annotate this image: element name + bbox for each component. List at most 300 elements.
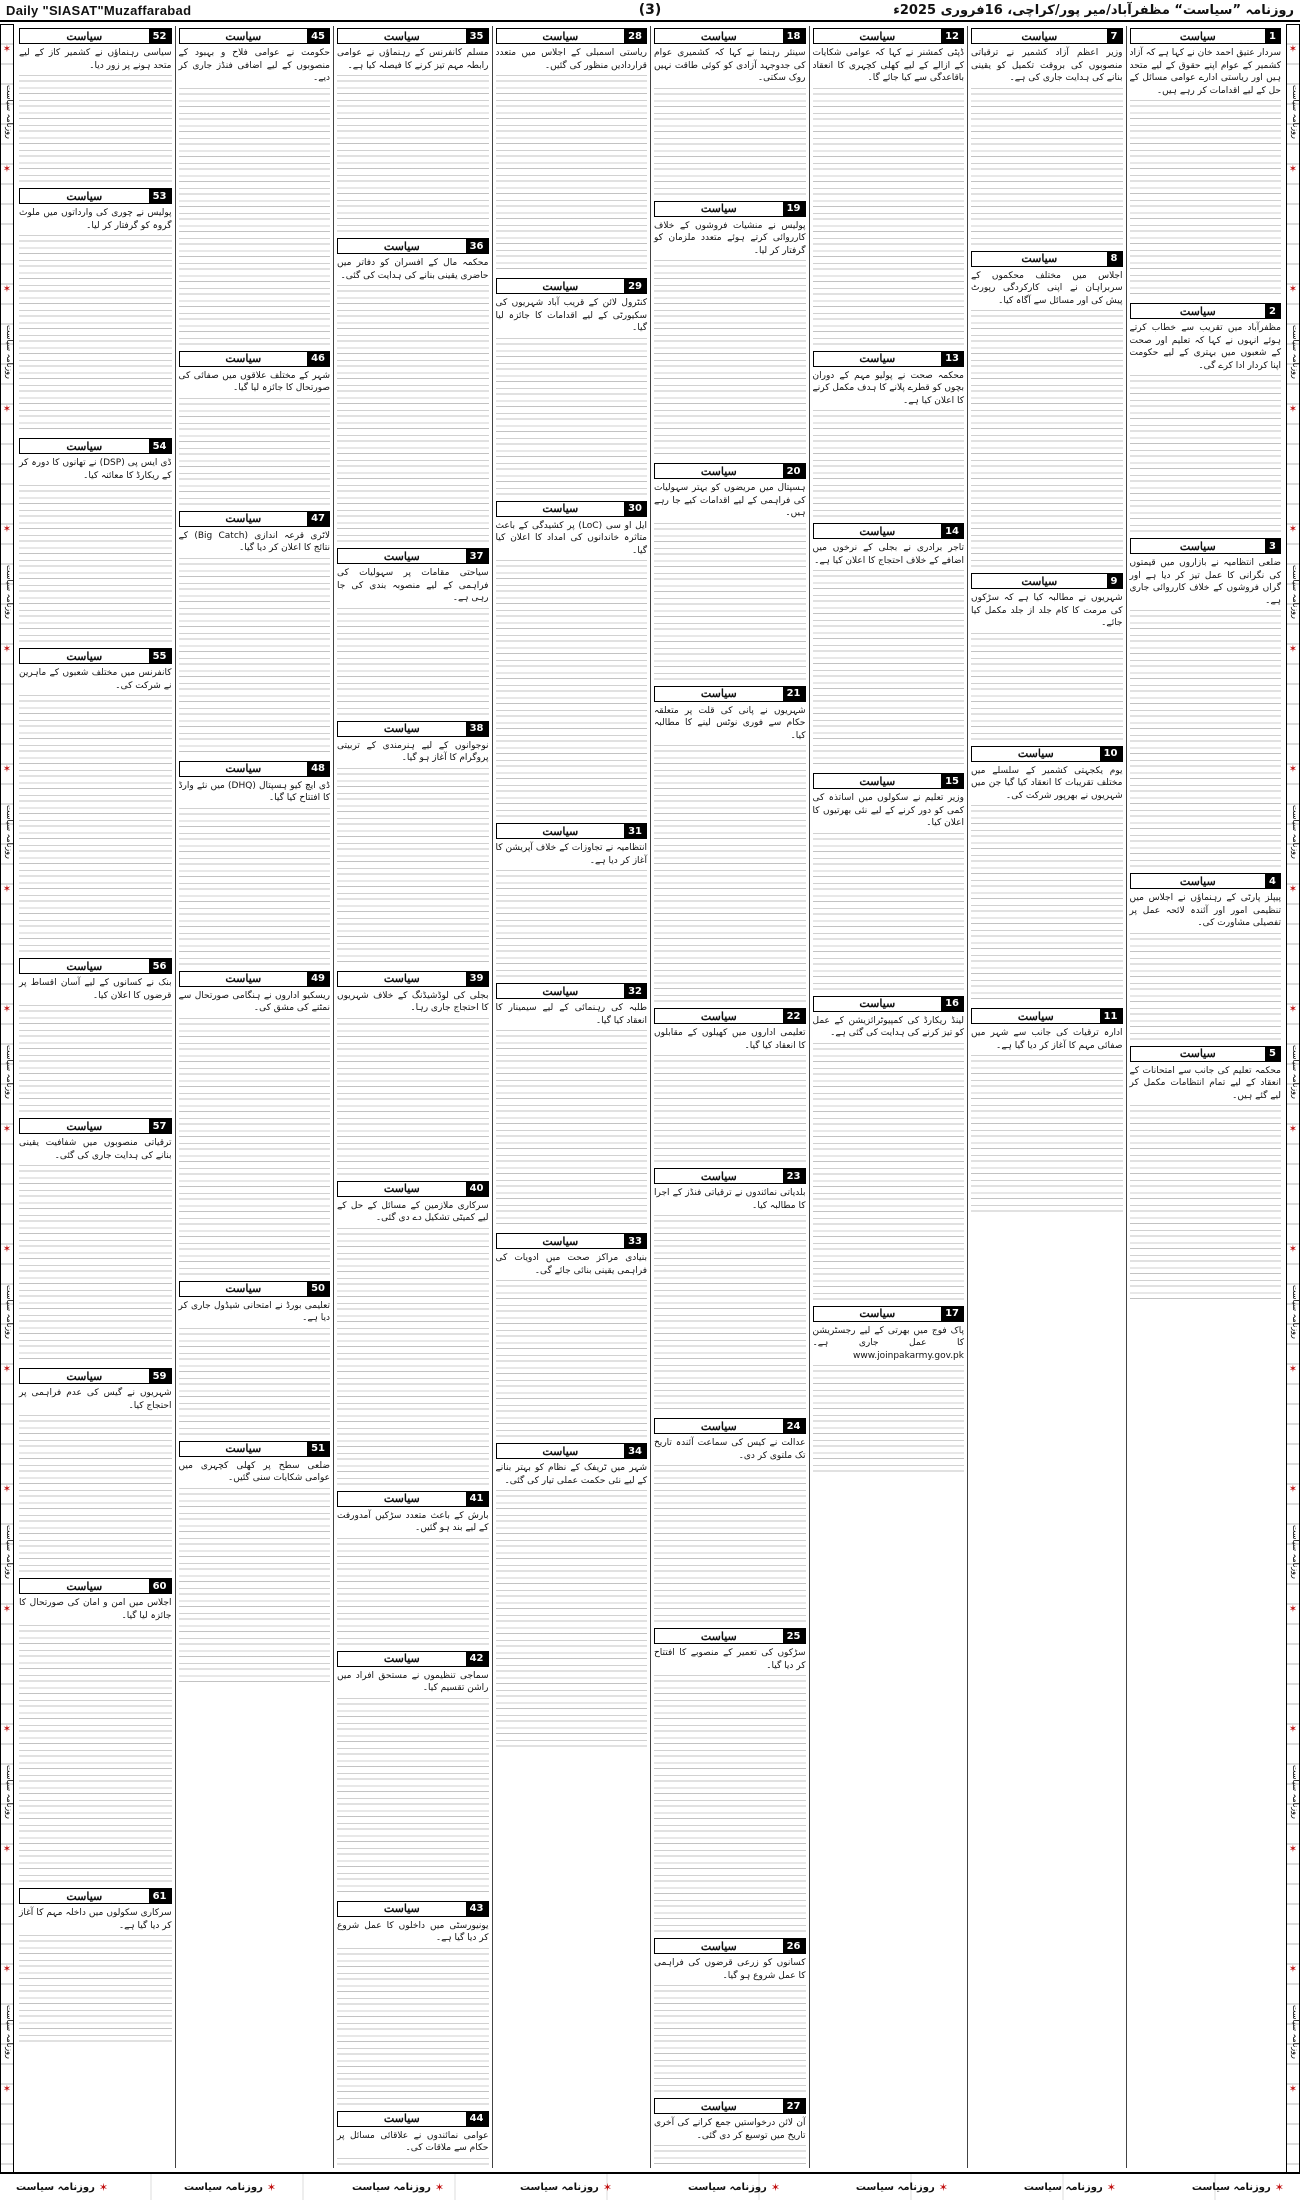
news-column bbox=[650, 26, 809, 2168]
story-header bbox=[654, 686, 806, 702]
story-body-lines bbox=[337, 605, 489, 715]
news-story bbox=[1130, 303, 1282, 532]
story-brand-label: سیاست bbox=[383, 29, 420, 43]
news-story bbox=[654, 28, 806, 195]
story-header bbox=[971, 573, 1123, 589]
ornament-star-icon: ✶ bbox=[1288, 1844, 1298, 1855]
story-text: بجلی کی لوڈشیڈنگ کے خلاف شہریوں کا احتجاج جاری رہا۔ bbox=[337, 990, 489, 1013]
story-body-lines bbox=[654, 1982, 806, 2092]
story-brand-label: سیاست bbox=[383, 1652, 420, 1665]
story-text: شہریوں نے گیس کی عدم فراہمی پر احتجاج کیا۔ bbox=[19, 1388, 172, 1411]
news-story bbox=[971, 251, 1123, 568]
story-number-badge: 25 bbox=[783, 1629, 805, 1643]
story-brand-label: سیاست bbox=[1179, 29, 1216, 43]
story-number-badge: 23 bbox=[783, 1169, 805, 1183]
story-brand-label: سیاست bbox=[542, 29, 579, 43]
story-text: مسلم کانفرنس کے رہنماؤں نے عوامی رابطہ مہم تیز کرنے کا فیصلہ کیا ہے۔ bbox=[337, 48, 489, 71]
story-body-lines bbox=[813, 567, 965, 767]
story-brand-label: سیاست bbox=[700, 202, 737, 215]
side-label: روزنامہ سیاست bbox=[5, 1285, 14, 1339]
footer-cell bbox=[16, 2181, 108, 2194]
ornament-star-icon: ✶ bbox=[2, 644, 12, 655]
news-story bbox=[179, 1281, 331, 1435]
news-story bbox=[654, 686, 806, 1003]
ornament-star-icon: ✶ bbox=[2, 1364, 12, 1375]
story-header bbox=[19, 1118, 172, 1134]
story-body-lines bbox=[19, 1622, 172, 1882]
ornament-star-icon: ✶ bbox=[266, 2180, 277, 2194]
story-brand-label: سیاست bbox=[859, 352, 896, 365]
story-body-lines bbox=[971, 1052, 1123, 1212]
story-text: بلدیاتی نمائندوں نے ترقیاتی فنڈز کے اجرا کا مطالبہ کیا۔ bbox=[654, 1188, 806, 1211]
footer-cell bbox=[352, 2181, 444, 2194]
story-header bbox=[654, 2098, 806, 2114]
story-brand-label: سیاست bbox=[66, 189, 103, 203]
ornament-star-icon: ✶ bbox=[2, 44, 12, 55]
side-label: روزنامہ سیاست bbox=[1291, 325, 1300, 379]
story-brand-label: سیاست bbox=[66, 439, 103, 453]
side-label: روزنامہ سیاست bbox=[1291, 1525, 1300, 1579]
story-text: اجلاس میں مختلف محکموں کے سربراہان نے اپنی کارکردگی رپورٹ پیش کی اور مسائل سے آگاہ کیا۔ bbox=[971, 270, 1123, 306]
news-story bbox=[179, 761, 331, 965]
story-brand-label: سیاست bbox=[1179, 539, 1216, 553]
ornament-star-icon: ✶ bbox=[2, 884, 12, 895]
story-brand-label: سیاست bbox=[700, 29, 737, 43]
ornament-star-icon: ✶ bbox=[2, 1604, 12, 1615]
story-brand-label: سیاست bbox=[66, 1579, 103, 1593]
story-brand-label: سیاست bbox=[225, 762, 262, 775]
news-story bbox=[496, 501, 648, 818]
story-body-lines bbox=[971, 85, 1123, 245]
story-text: پولیس نے چوری کی وارداتوں میں ملوث گروہ کو گرفتار کر لیا۔ bbox=[19, 208, 172, 231]
footer-cell bbox=[688, 2181, 780, 2194]
story-text: سڑکوں کی تعمیر کے منصوبے کا افتتاح کر دیا گیا۔ bbox=[654, 1648, 806, 1671]
ornament-star-icon: ✶ bbox=[1274, 2180, 1284, 2194]
news-story bbox=[179, 1441, 331, 1685]
news-story bbox=[337, 971, 489, 1175]
story-number-badge: 21 bbox=[783, 687, 805, 701]
news-story bbox=[19, 28, 172, 182]
story-text: لینڈ ریکارڈ کی کمپیوٹرائزیشن کے عمل کو تیز کرنے کی ہدایت کی گئی ہے۔ bbox=[812, 1015, 964, 1038]
story-body-lines bbox=[654, 1672, 806, 1932]
story-brand-label: سیاست bbox=[383, 722, 420, 735]
news-story bbox=[654, 463, 806, 680]
story-number-badge: 54 bbox=[149, 439, 171, 453]
story-header bbox=[496, 278, 648, 294]
story-body-lines bbox=[654, 520, 806, 680]
ornament-star-icon: ✶ bbox=[938, 2180, 949, 2194]
story-header bbox=[1130, 1046, 1282, 1062]
side-label: روزنامہ سیاست bbox=[1291, 85, 1300, 139]
ornament-star-icon: ✶ bbox=[2, 1844, 12, 1855]
story-text: اجلاس میں امن و امان کی صورتحال کا جائزہ لیا گیا۔ bbox=[19, 1598, 172, 1621]
ornament-star-icon: ✶ bbox=[1288, 284, 1298, 295]
story-body-lines bbox=[496, 1027, 648, 1227]
ornament-star-icon: ✶ bbox=[98, 2180, 109, 2194]
ornament-star-icon: ✶ bbox=[1288, 764, 1298, 775]
story-header bbox=[971, 1008, 1123, 1024]
ornament-star-icon: ✶ bbox=[1288, 44, 1298, 55]
story-number-badge: 55 bbox=[149, 649, 171, 663]
story-number-badge: 27 bbox=[783, 2099, 805, 2113]
story-text: کسانوں کو زرعی قرضوں کی فراہمی کا عمل شروع ہو گیا۔ bbox=[654, 1958, 806, 1981]
ornament-star-icon: ✶ bbox=[1288, 1244, 1298, 1255]
story-number-badge: 29 bbox=[624, 279, 646, 293]
story-header bbox=[337, 2111, 489, 2127]
story-body-lines bbox=[496, 1487, 648, 1747]
news-story bbox=[813, 351, 965, 518]
story-brand-label: سیاست bbox=[225, 1282, 262, 1295]
story-brand-label: سیاست bbox=[700, 1939, 737, 1953]
news-story bbox=[813, 996, 965, 1300]
story-number-badge: 43 bbox=[466, 1902, 488, 1916]
news-story bbox=[654, 1628, 806, 1932]
news-story bbox=[654, 2098, 806, 2168]
footer-label: روزنامہ سیاست bbox=[855, 2181, 935, 2193]
story-brand-label: سیاست bbox=[1017, 1009, 1054, 1023]
side-label: روزنامہ سیاست bbox=[1291, 805, 1300, 859]
story-header bbox=[19, 1578, 172, 1594]
story-header bbox=[19, 1368, 172, 1384]
news-story bbox=[19, 648, 172, 952]
story-header bbox=[1130, 28, 1282, 44]
story-number-badge: 2 bbox=[1265, 304, 1280, 318]
story-text: تاجر برادری نے بجلی کے نرخوں میں اضافے کے خلاف احتجاج کا اعلان کیا ہے۔ bbox=[812, 543, 964, 566]
story-header bbox=[496, 501, 648, 517]
story-text: سرکاری ملازمین کے مسائل کے حل کے لیے کمیٹی تشکیل دے دی گئی۔ bbox=[337, 1200, 489, 1223]
story-brand-label: سیاست bbox=[225, 352, 262, 365]
news-story bbox=[19, 958, 172, 1112]
story-number-badge: 53 bbox=[149, 189, 171, 203]
story-header bbox=[337, 1491, 489, 1507]
side-label: روزنامہ سیاست bbox=[5, 2005, 14, 2059]
story-text: محکمہ مال کے افسران کو دفاتر میں حاضری یقینی بنانے کی ہدایت کی گئی۔ bbox=[337, 258, 489, 281]
news-story bbox=[337, 238, 489, 542]
story-header bbox=[19, 1888, 172, 1904]
story-header bbox=[654, 201, 806, 217]
story-brand-label: سیاست bbox=[383, 1902, 420, 1915]
story-number-badge: 48 bbox=[307, 762, 329, 776]
news-column bbox=[967, 26, 1126, 2168]
story-brand-label: سیاست bbox=[1021, 252, 1058, 265]
story-brand-label: سیاست bbox=[383, 1492, 420, 1505]
story-body-lines bbox=[19, 692, 172, 952]
story-brand-label: سیاست bbox=[66, 959, 103, 973]
story-body-lines bbox=[496, 557, 648, 817]
story-number-badge: 13 bbox=[941, 352, 963, 366]
story-text: مظفرآباد میں تقریب سے خطاب کرتے ہوئے انہوں نے کہا کہ تعلیم اور صحت کے شعبوں میں بہتری کے لیے حکومت اپنا کردار ادا کرے گی۔ bbox=[1129, 323, 1281, 371]
story-text: سیاحتی مقامات پر سہولیات کی فراہمی کے لیے منصوبہ بندی کی جا رہی ہے۔ bbox=[337, 568, 489, 603]
side-label: روزنامہ سیاست bbox=[5, 325, 14, 379]
story-body-lines bbox=[179, 85, 331, 345]
ornament-star-icon: ✶ bbox=[2, 284, 12, 295]
story-body-lines bbox=[654, 85, 806, 195]
story-header bbox=[179, 511, 331, 527]
news-story bbox=[337, 2111, 489, 2169]
news-story bbox=[179, 351, 331, 505]
story-number-badge: 17 bbox=[941, 1307, 963, 1321]
footer-label: روزنامہ سیاست bbox=[1023, 2181, 1103, 2193]
news-story bbox=[19, 1888, 172, 2042]
story-number-badge: 42 bbox=[466, 1652, 488, 1666]
news-story bbox=[654, 1008, 806, 1162]
news-column bbox=[809, 26, 968, 2168]
story-header bbox=[496, 983, 648, 999]
story-brand-label: سیاست bbox=[1179, 304, 1216, 318]
story-text: پیپلز پارٹی کے رہنماؤں نے اجلاس میں تنظیمی امور اور آئندہ لائحہ عمل پر تفصیلی مشاورت کی۔ bbox=[1129, 893, 1281, 928]
story-body-lines bbox=[654, 1212, 806, 1412]
story-text: شہر میں ٹریفک کے نظام کو بہتر بنانے کے لیے نئی حکمت عملی تیار کی گئی۔ bbox=[495, 1463, 647, 1486]
story-header bbox=[337, 1181, 489, 1197]
news-story bbox=[496, 1233, 648, 1437]
ornament-star-icon: ✶ bbox=[2, 1724, 12, 1735]
ornament-star-icon: ✶ bbox=[602, 2180, 613, 2194]
story-header bbox=[19, 188, 172, 204]
story-number-badge: 3 bbox=[1265, 539, 1280, 553]
story-number-badge: 59 bbox=[149, 1369, 171, 1383]
story-brand-label: سیاست bbox=[700, 1419, 737, 1433]
story-header bbox=[19, 648, 172, 664]
story-number-badge: 24 bbox=[783, 1419, 805, 1433]
news-story bbox=[654, 1418, 806, 1622]
story-body-lines bbox=[337, 2155, 489, 2169]
story-number-badge: 9 bbox=[1107, 574, 1122, 588]
news-story bbox=[1130, 1046, 1282, 1303]
story-number-badge: 32 bbox=[624, 984, 646, 998]
story-text: تعلیمی بورڈ نے امتحانی شیڈول جاری کر دیا ہے۔ bbox=[178, 1300, 330, 1323]
story-brand-label: سیاست bbox=[700, 1169, 737, 1183]
story-body-lines bbox=[971, 802, 1123, 1002]
story-number-badge: 11 bbox=[1100, 1009, 1122, 1023]
news-column bbox=[1126, 26, 1285, 2168]
story-header bbox=[179, 351, 331, 367]
story-header bbox=[1130, 538, 1282, 554]
story-number-badge: 36 bbox=[466, 239, 488, 253]
story-number-badge: 45 bbox=[307, 29, 329, 43]
news-story bbox=[179, 971, 331, 1275]
story-text: ترقیاتی منصوبوں میں شفافیت یقینی بنانے کی ہدایت جاری کی گئی۔ bbox=[19, 1138, 172, 1161]
story-header bbox=[179, 1441, 331, 1457]
story-body-lines bbox=[1130, 372, 1282, 532]
story-header bbox=[19, 438, 172, 454]
news-story bbox=[971, 28, 1123, 245]
side-label: روزنامہ سیاست bbox=[1291, 1045, 1300, 1099]
story-header bbox=[179, 28, 331, 44]
story-brand-label: سیاست bbox=[1017, 747, 1054, 760]
ornament-star-icon: ✶ bbox=[770, 2180, 781, 2194]
story-body-lines bbox=[654, 257, 806, 457]
news-column bbox=[175, 26, 334, 2168]
news-story bbox=[337, 721, 489, 965]
story-body-lines bbox=[654, 742, 806, 1002]
side-label: روزنامہ سیاست bbox=[5, 1525, 14, 1579]
news-story bbox=[654, 1938, 806, 2092]
ornament-star-icon: ✶ bbox=[1288, 1004, 1298, 1015]
story-header bbox=[654, 1008, 806, 1024]
story-number-badge: 52 bbox=[149, 29, 171, 43]
story-number-badge: 1 bbox=[1265, 29, 1280, 43]
story-body-lines bbox=[1130, 97, 1282, 297]
story-brand-label: سیاست bbox=[225, 512, 262, 525]
story-brand-label: سیاست bbox=[542, 1444, 579, 1458]
left-ornament-border bbox=[0, 24, 14, 2192]
news-story bbox=[19, 188, 172, 432]
footer-label: روزنامہ سیاست bbox=[519, 2181, 599, 2193]
story-header bbox=[1130, 303, 1282, 319]
story-header bbox=[19, 958, 172, 974]
story-header bbox=[971, 251, 1123, 267]
story-number-badge: 57 bbox=[149, 1119, 171, 1133]
story-text: ایل او سی (LoC) پر کشیدگی کے باعث متاثرہ خاندانوں کی امداد کا اعلان کیا گیا۔ bbox=[495, 520, 647, 556]
story-number-badge: 19 bbox=[783, 202, 805, 216]
story-header bbox=[179, 1281, 331, 1297]
story-brand-label: سیاست bbox=[66, 1119, 103, 1133]
story-body-lines bbox=[496, 867, 648, 977]
ornament-star-icon: ✶ bbox=[2, 1964, 12, 1975]
story-body-lines bbox=[19, 482, 172, 642]
story-body-lines bbox=[496, 335, 648, 495]
story-text: نوجوانوں کے لیے ہنرمندی کے تربیتی پروگرام کا آغاز ہو گیا۔ bbox=[337, 740, 489, 763]
story-text: ڈپٹی کمشنر نے کہا کہ عوامی شکایات کے ازالے کے لیے کھلی کچہری کا انعقاد باقاعدگی سے کیا جائے گا۔ bbox=[812, 48, 964, 83]
story-brand-label: سیاست bbox=[225, 972, 262, 985]
footer-ornament bbox=[0, 2172, 1300, 2200]
story-brand-label: سیاست bbox=[859, 1307, 896, 1320]
story-header bbox=[337, 721, 489, 737]
story-body-lines bbox=[337, 765, 489, 965]
story-text: سیاسی رہنماؤں نے کشمیر کاز کے لیے متحد ہونے پر زور دیا۔ bbox=[19, 48, 172, 71]
news-story bbox=[179, 511, 331, 755]
story-text: بنک نے کسانوں کے لیے آسان اقساط پر قرضوں کا اعلان کیا۔ bbox=[19, 978, 172, 1001]
footer-cell bbox=[856, 2181, 948, 2194]
story-body-lines bbox=[19, 232, 172, 432]
story-brand-label: سیاست bbox=[859, 997, 896, 1010]
news-story bbox=[813, 1306, 965, 1473]
story-header bbox=[337, 1651, 489, 1667]
story-brand-label: سیاست bbox=[700, 687, 737, 700]
footer-label: روزنامہ سیاست bbox=[687, 2181, 767, 2193]
story-body-lines bbox=[971, 630, 1123, 740]
story-body-lines bbox=[813, 85, 965, 345]
news-story bbox=[19, 438, 172, 642]
story-text: کنٹرول لائن کے قریب آباد شہریوں کی سکیورٹی کے لیے اقدامات کا جائزہ لیا گیا۔ bbox=[495, 298, 647, 333]
story-brand-label: سیاست bbox=[225, 1442, 262, 1455]
story-text: ڈی ایچ کیو ہسپتال (DHQ) میں نئے وارڈ کا افتتاح کیا گیا۔ bbox=[178, 780, 330, 803]
story-body-lines bbox=[179, 805, 331, 965]
story-brand-label: سیاست bbox=[1179, 1047, 1216, 1060]
story-number-badge: 56 bbox=[149, 959, 171, 973]
story-body-lines bbox=[813, 830, 965, 990]
story-header bbox=[654, 1418, 806, 1434]
story-header bbox=[179, 971, 331, 987]
story-brand-label: سیاست bbox=[66, 649, 103, 663]
story-body-lines bbox=[337, 72, 489, 232]
story-number-badge: 16 bbox=[941, 997, 963, 1011]
story-text: شہریوں نے مطالبہ کیا ہے کہ سڑکوں کی مرمت کا کام جلد از جلد مکمل کیا جائے۔ bbox=[971, 593, 1123, 628]
ornament-star-icon: ✶ bbox=[1288, 404, 1298, 415]
story-text: شہر کے مختلف علاقوں میں صفائی کی صورتحال کا جائزہ لیا گیا۔ bbox=[178, 370, 330, 393]
news-column bbox=[333, 26, 492, 2168]
story-text: ضلعی انتظامیہ نے بازاروں میں قیمتوں کی نگرانی کا عمل تیز کر دیا ہے اور گراں فروشوں کے خلاف کارروائی جاری ہے۔ bbox=[1129, 558, 1281, 606]
side-label: روزنامہ سیاست bbox=[5, 1045, 14, 1099]
story-text: بارش کے باعث متعدد سڑکیں آمدورفت کے لیے بند ہو گئیں۔ bbox=[337, 1510, 489, 1533]
story-body-lines bbox=[19, 1932, 172, 2042]
footer-label: روزنامہ سیاست bbox=[16, 2181, 95, 2193]
side-label: روزنامہ سیاست bbox=[5, 565, 14, 619]
story-brand-label: سیاست bbox=[383, 972, 420, 985]
footer-label: روزنامہ سیاست bbox=[1191, 2181, 1271, 2193]
story-text: محکمہ تعلیم کی جانب سے امتحانات کے انعقاد کے لیے تمام انتظامات مکمل کر لیے گئے ہیں۔ bbox=[1129, 1065, 1281, 1101]
story-number-badge: 50 bbox=[307, 1282, 329, 1296]
story-text: تعلیمی اداروں میں کھیلوں کے مقابلوں کا انعقاد کیا گیا۔ bbox=[654, 1028, 806, 1051]
story-header bbox=[654, 28, 806, 44]
story-text: ریسکیو اداروں نے ہنگامی صورتحال سے نمٹنے کی مشق کی۔ bbox=[178, 990, 330, 1013]
news-story bbox=[337, 1181, 489, 1485]
page-number: (3) bbox=[638, 2, 662, 18]
ornament-star-icon: ✶ bbox=[2, 764, 12, 775]
story-brand-label: سیاست bbox=[383, 239, 420, 253]
story-header bbox=[337, 238, 489, 254]
news-story bbox=[813, 28, 965, 345]
side-label: روزنامہ سیاست bbox=[1291, 2005, 1300, 2059]
news-story bbox=[813, 523, 965, 767]
news-story bbox=[337, 1491, 489, 1645]
story-number-badge: 60 bbox=[149, 1579, 171, 1593]
story-number-badge: 46 bbox=[307, 352, 329, 366]
news-story bbox=[971, 573, 1123, 740]
story-body-lines bbox=[337, 1695, 489, 1895]
story-brand-label: سیاست bbox=[700, 2099, 737, 2113]
story-body-lines bbox=[1130, 930, 1282, 1040]
story-brand-label: سیاست bbox=[542, 502, 579, 515]
story-text: ادارہ ترقیات کی جانب سے شہر میں صفائی مہم کا آغاز کر دیا گیا ہے۔ bbox=[971, 1028, 1123, 1051]
story-number-badge: 10 bbox=[1100, 747, 1122, 761]
story-text: وزیر تعلیم نے سکولوں میں اساتذہ کی کمی کو دور کرنے کے لیے نئی بھرتیوں کا اعلان کیا۔ bbox=[812, 793, 964, 828]
story-number-badge: 37 bbox=[466, 549, 488, 563]
story-text: یونیورسٹی میں داخلوں کا عمل شروع کر دیا گیا ہے۔ bbox=[337, 1920, 489, 1943]
ornament-star-icon: ✶ bbox=[1288, 1364, 1298, 1375]
story-brand-label: سیاست bbox=[542, 824, 579, 838]
story-brand-label: سیاست bbox=[1021, 29, 1058, 43]
story-text: شہریوں نے پانی کی قلت پر متعلقہ حکام سے فوری نوٹس لینے کا مطالبہ کیا۔ bbox=[654, 705, 806, 741]
ornament-star-icon: ✶ bbox=[1288, 1724, 1298, 1735]
story-body-lines bbox=[179, 1325, 331, 1435]
news-story bbox=[337, 1901, 489, 2105]
story-header bbox=[971, 746, 1123, 762]
story-header bbox=[654, 1628, 806, 1644]
news-story bbox=[496, 278, 648, 495]
story-number-badge: 14 bbox=[941, 524, 963, 538]
story-body-lines bbox=[337, 1945, 489, 2105]
story-body-lines bbox=[813, 1362, 965, 1472]
story-body-lines bbox=[179, 1485, 331, 1685]
story-brand-label: سیاست bbox=[542, 984, 579, 998]
story-brand-label: سیاست bbox=[542, 1234, 579, 1248]
story-text: سردار عتیق احمد خان نے کہا ہے کہ آزاد کشمیر کے عوام اپنے حقوق کے لیے متحد ہیں اور ریاستی ادارے عوامی مسائل کے حل کے لیے اقدامات کر رہے ہیں۔ bbox=[1129, 48, 1281, 96]
story-number-badge: 4 bbox=[1265, 874, 1280, 888]
footer-cell bbox=[184, 2181, 276, 2194]
story-header bbox=[654, 1938, 806, 1954]
footer-label: روزنامہ سیاست bbox=[351, 2181, 431, 2193]
story-number-badge: 44 bbox=[466, 2112, 488, 2126]
news-story bbox=[337, 548, 489, 715]
story-text: محکمہ صحت نے پولیو مہم کے دوران بچوں کو قطرے پلانے کا ہدف مکمل کرنے کا اعلان کیا ہے۔ bbox=[812, 370, 964, 406]
story-brand-label: سیاست bbox=[859, 774, 896, 788]
story-header bbox=[496, 1443, 648, 1459]
story-text: انتظامیہ نے تجاوزات کے خلاف آپریشن کا آغاز کر دیا ہے۔ bbox=[495, 843, 647, 866]
story-brand-label: سیاست bbox=[66, 29, 103, 43]
story-text: لاٹری قرعہ اندازی (Big Catch) کے نتائج کا اعلان کر دیا گیا۔ bbox=[178, 530, 330, 553]
story-brand-label: سیاست bbox=[66, 1889, 103, 1903]
